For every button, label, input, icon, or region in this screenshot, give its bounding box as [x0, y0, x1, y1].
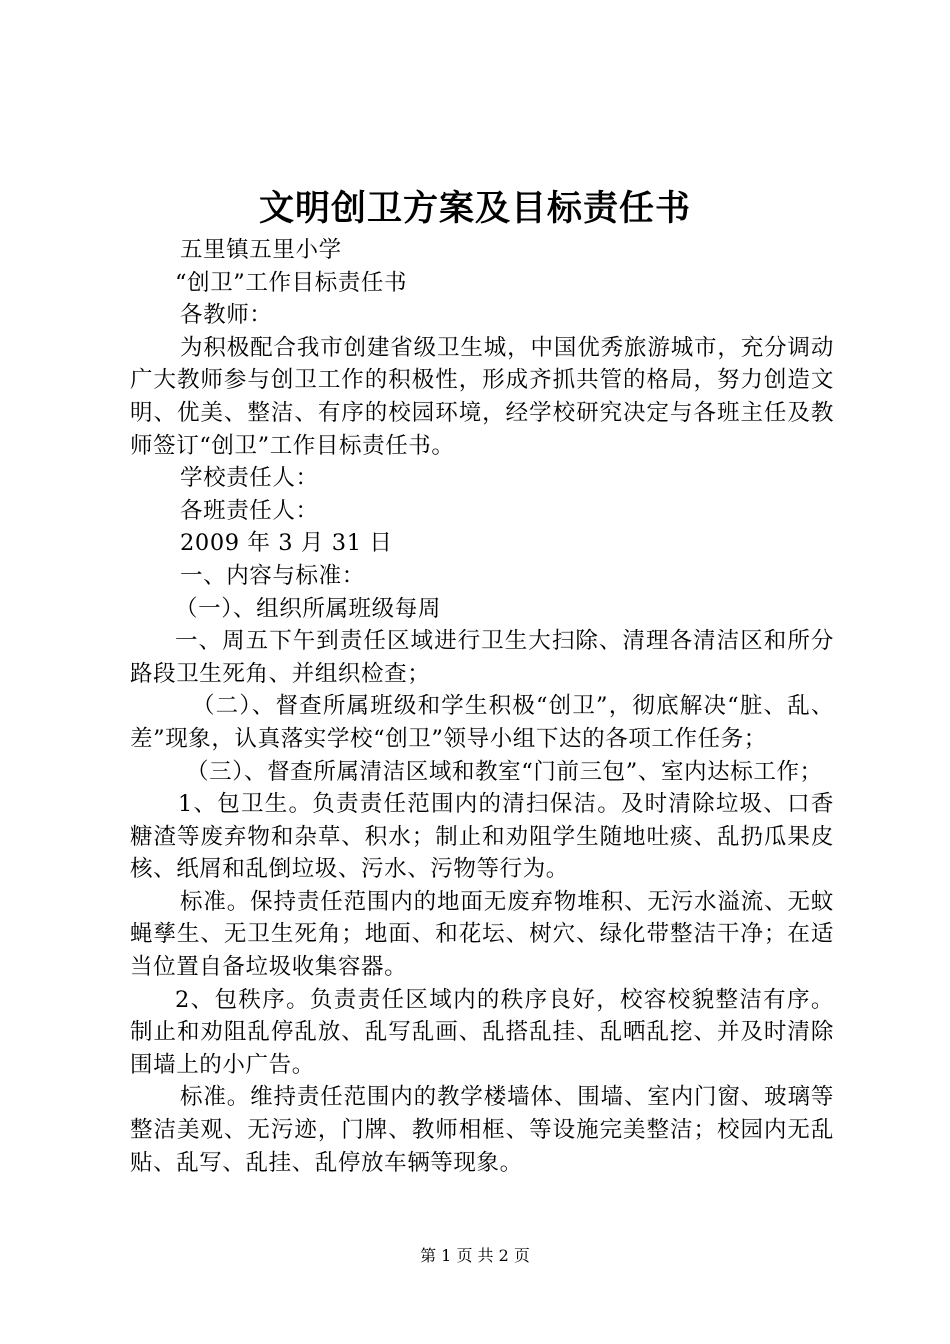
document-body: [130, 234, 834, 1179]
paragraph-hygiene: 1、包卫生。负责责任范围内的清扫保洁。及时清除垃圾、口香糖渣等废弃物和杂草、积水；制止和劝阻学生随地吐痰、乱扔瓜果皮核、纸屑和乱倒垃圾、污水、污物等行为。: [130, 791, 834, 883]
page-indicator: 第 1 页 共 2 页: [420, 1246, 530, 1265]
paragraph-school-name: 五里镇五里小学: [180, 237, 342, 263]
paragraph-order: 2、包秩序。负责责任区域内的秩序良好，校容校貌整洁有序。制止和劝阻乱停乱放、乱写乱画、乱搭乱挂、乱晒乱挖、并及时清除围墙上的小广告。: [130, 986, 834, 1078]
paragraph-date: 2009 年 3 月 31 日: [180, 530, 393, 557]
paragraph-hygiene-standard: 标准。保持责任范围内的地面无废弃物堆积、无污水溢流、无蚊蝇孳生、无卫生死角；地面、和花坛、树穴、绿化带整洁干净；在适当位置自备垃圾收集容器。: [130, 888, 834, 981]
paragraph-item-1-detail: 一、周五下午到责任区域进行卫生大扫除、清理各清洁区和所分路段卫生死角、并组织检查；: [130, 628, 834, 687]
paragraph-item-1: （一）、组织所属班级每周: [175, 595, 441, 622]
paragraph-school-responsible: 学校责任人：: [180, 465, 319, 492]
paragraph-subtitle: “创卫”工作目标责任书: [175, 269, 408, 296]
paragraph-intro: 为积极配合我市创建省级卫生城，中国优秀旅游城市，充分调动广大教师参与创卫工作的积极性，形成齐抓共管的格局，努力创造文明、优美、整洁、有序的校园环境，经学校研究决定与各班主任及教师签订“创卫”工作目标责任书。: [130, 334, 834, 459]
paragraph-section-heading: 一、内容与标准：: [180, 562, 365, 589]
paragraph-salutation: 各教师：: [180, 302, 273, 329]
paragraph-order-standard: 标准。维持责任范围内的教学楼墙体、围墙、室内门窗、玻璃等整洁美观、无污迹，门牌、教师相框、等设施完美整洁；校园内无乱贴、乱写、乱挂、乱停放车辆等现象。: [130, 1084, 834, 1176]
paragraph-item-2: （二）、督查所属班级和学生积极“创卫”，彻底解决“脏、乱、差”现象，认真落实学校“创卫”领导小组下达的各项工作任务；: [130, 693, 834, 752]
paragraph-item-3: （三）、督查所属清洁区域和教室“门前三包”、室内达标工作；: [186, 758, 823, 785]
document-title: 文明创卫方案及目标责任书: [258, 188, 691, 229]
paragraph-class-responsible: 各班责任人：: [180, 497, 319, 524]
